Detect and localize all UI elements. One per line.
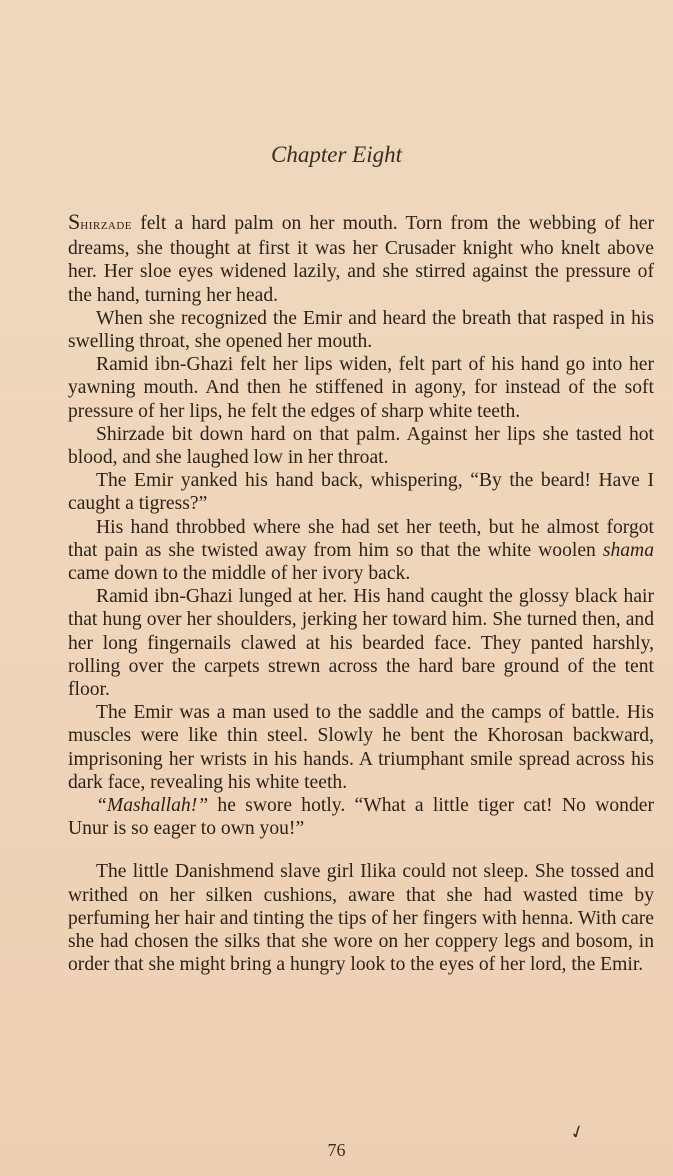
paragraph: The Emir yanked his hand back, whispering, “By the beard! Have I caught a tigress?” bbox=[68, 470, 654, 515]
italic-word: shama bbox=[602, 539, 654, 561]
paragraph: When she recognized the Emir and heard the breath that rasped in his swelling throat, she opened her mouth. bbox=[68, 307, 654, 353]
body-text bbox=[68, 210, 654, 977]
paragraph: Ramid ibn-Ghazi felt her lips widen, felt part of his hand go into her yawning mouth. And then he stiffened in agony, for instead of the soft pressure of her lips, he felt the edges of sharp white teeth. bbox=[68, 354, 654, 422]
paragraph: Ramid ibn-Ghazi lunged at her. His hand caught the glossy black hair that hung over her shoulders, jerking her toward him. She turned then, and her long fingernails clawed at his bearded face. They panted harshly, rolling over the carpets strewn across the hard bare ground of the tent floor. bbox=[68, 586, 654, 701]
drop-cap: S bbox=[68, 209, 81, 234]
paragraph: Shirzade bit down hard on that palm. Against her lips she tasted hot blood, and she laughed low in her throat. bbox=[68, 423, 654, 469]
paragraph: The little Danishmend slave girl Ilika could not sleep. She tossed and writhed on her silken cushions, aware that she had wasted time by perfuming her hair and tinting the tips of her fingers with henna. With care she had chosen the silks that she wore on her coppery legs and bosom, in order that she might bring a hungry look to the eyes of her lord, the Emir. bbox=[68, 861, 654, 976]
paragraph bbox=[68, 516, 654, 586]
paragraph-text: came down to the middle of her ivory back. bbox=[68, 563, 411, 585]
italic-word: “Mashallah!” bbox=[96, 795, 209, 817]
paragraph bbox=[68, 210, 654, 307]
paragraph-text: he swore hotly. “What a little tiger cat! No wonder Unur is so eager to own you!” bbox=[68, 795, 654, 840]
small-caps-word: hirzade bbox=[80, 217, 133, 233]
chapter-title: Chapter Eight bbox=[271, 142, 402, 167]
paragraph-text: His hand throbbed where she had set her teeth, but he almost forgot that pain as she twisted away from him so that the white woolen bbox=[68, 516, 654, 561]
paragraph-text: felt a hard palm on her mouth. Torn from the webbing of her dreams, she thought at first it was her Crusader knight who knelt above her. Her sloe eyes widened lazily, and she stirred against the pressure of the hand, turning her head. bbox=[68, 213, 654, 306]
paragraph: The Emir was a man used to the saddle and the camps of battle. His muscles were like thin steel. Slowly he bent the Khorosan backward, imprisoning her wrists in his hands. A triumphant smile spread across his dark face, revealing his white teeth. bbox=[68, 702, 654, 793]
page-number: 76 bbox=[327, 1140, 346, 1160]
section-break bbox=[68, 840, 654, 860]
margin-check-mark: ✓ bbox=[566, 1120, 588, 1145]
paragraph bbox=[68, 794, 654, 840]
